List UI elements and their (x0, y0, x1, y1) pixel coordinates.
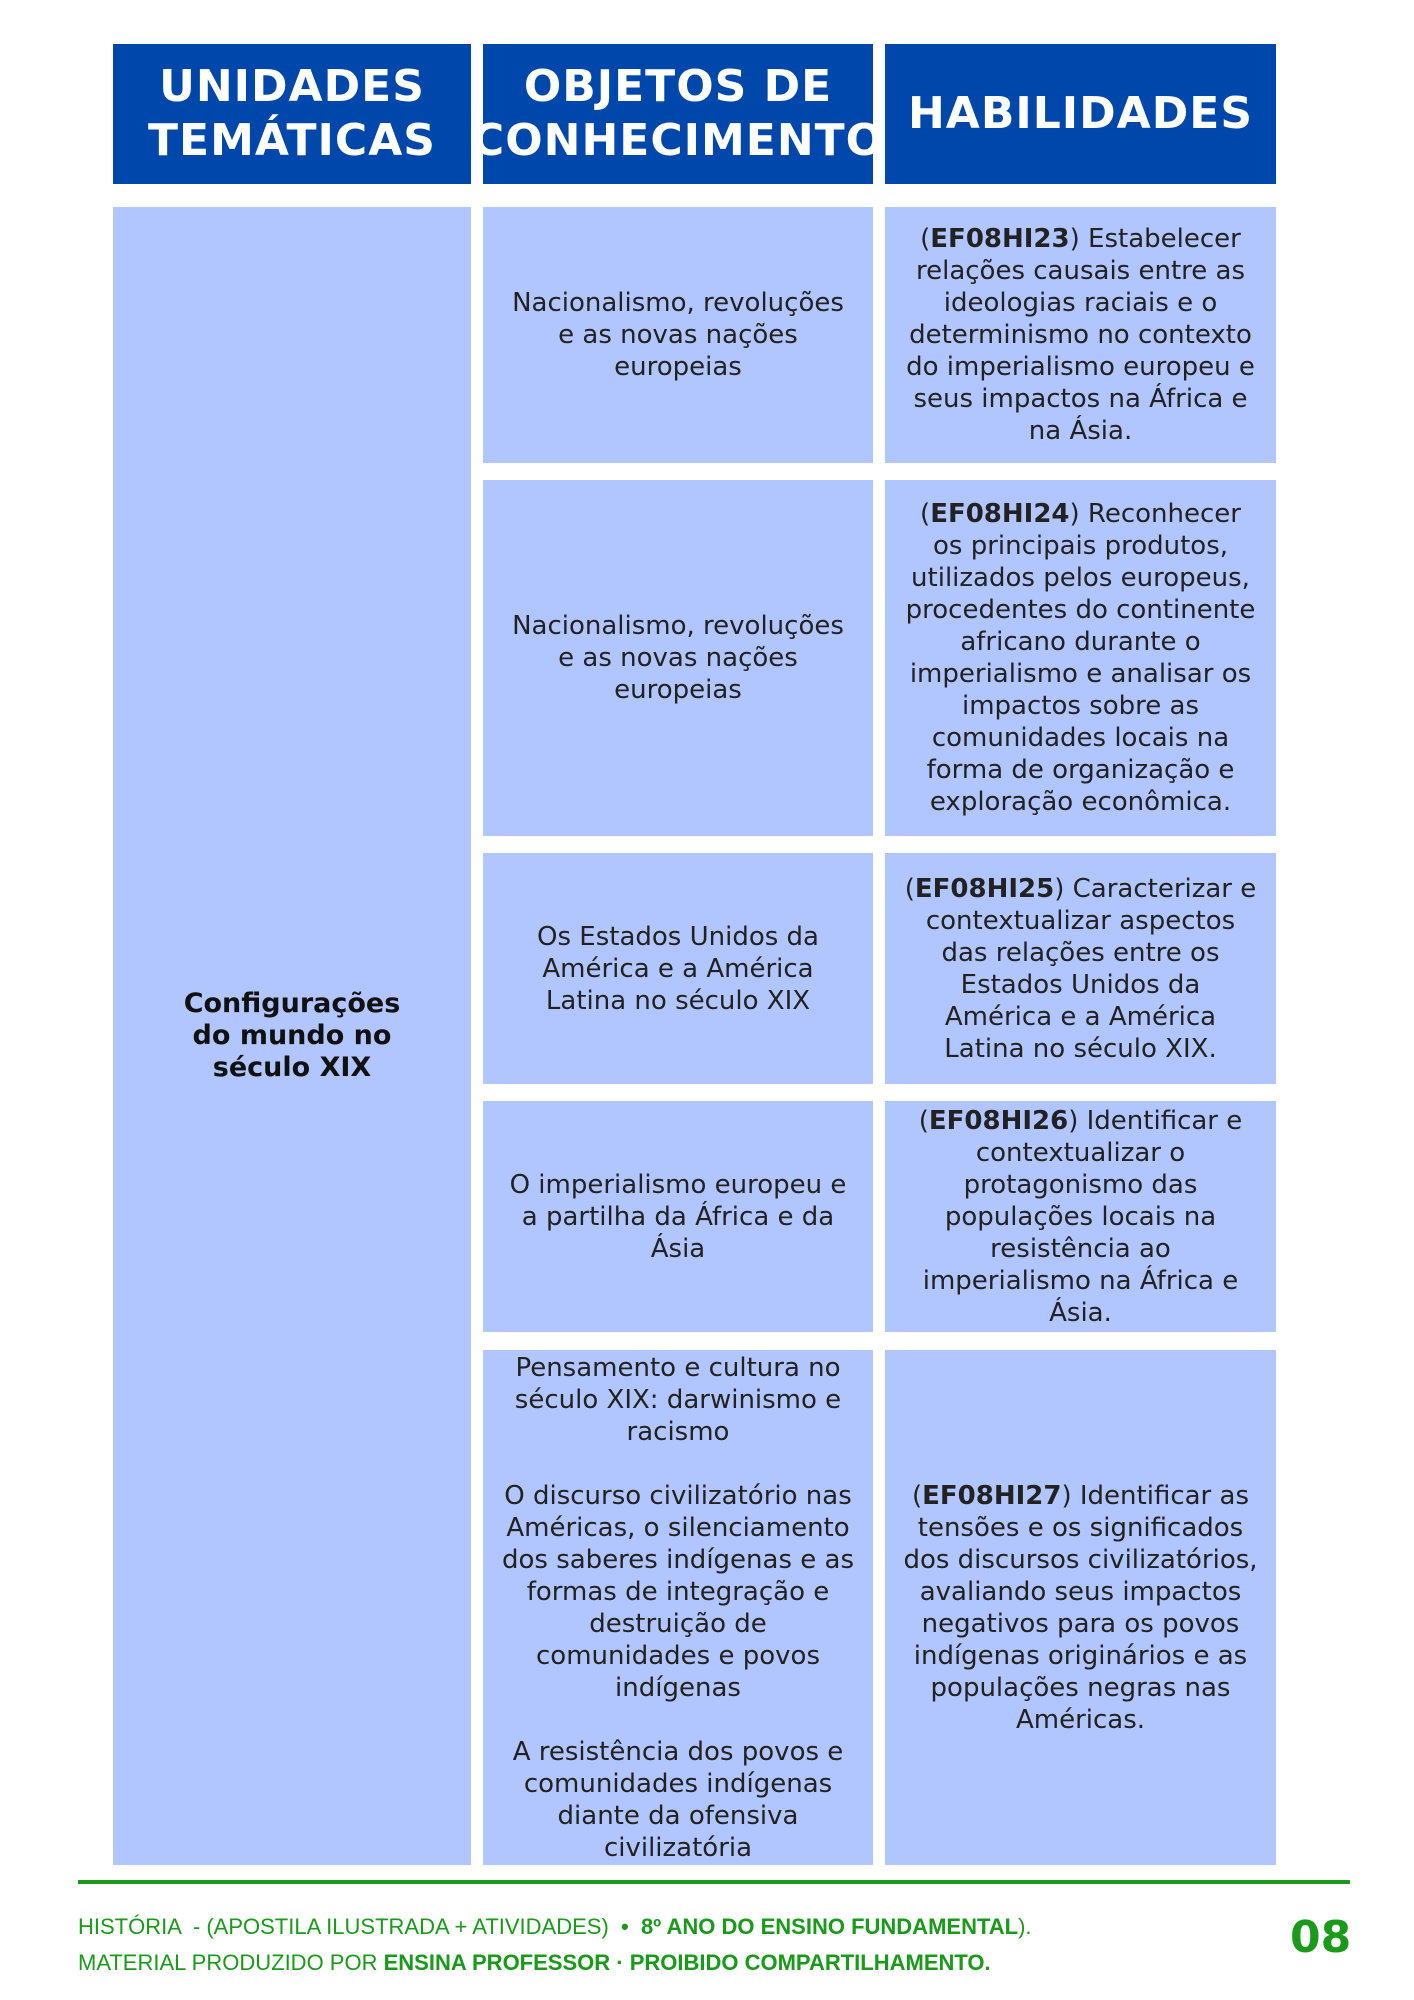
skill-text: (EF08HI23) Estabelecer relações causais entre as ideologias raciais e o determinismo no contexto do imperialismo europeu e seus impactos na África e na Ásia. (906, 224, 1255, 446)
skill-cell-4 (885, 1101, 1276, 1332)
object-text: O imperialismo europeu e a partilha da África e da Ásia (509, 1169, 847, 1264)
skill-description: Caracterizar e contextualizar aspectos das relações entre os Estados Unidos da América e a América Latina no século XIX. (925, 873, 1257, 1064)
object-text: A resistência dos povos e comunidades indígenas diante da ofensiva civilizatória (512, 1736, 844, 1863)
object-text: Os Estados Unidos da América e a América Latina no século XIX (537, 921, 819, 1016)
footer-end: ). (1018, 1914, 1032, 1939)
object-text: Nacionalismo, revoluções e as novas nações europeias (512, 611, 844, 705)
footer-brand: ENSINA PROFESSOR · PROIBIDO COMPARTILHAMENTO. (383, 1950, 991, 1975)
skill-description: Identificar as tensões e os significados dos discursos civilizatórios, avaliando seus impactos negativos para os povos indígenas originários e as populações negras nas Américas. (903, 1480, 1258, 1735)
skill-description: Estabelecer relações causais entre as ideologias raciais e o determinismo no contexto do imperialismo europeu e seus impactos na África e na Ásia. (906, 224, 1255, 446)
skill-code: EF08HI26 (928, 1105, 1069, 1136)
skill-text: (EF08HI24) Reconhecer os principais produtos, utilizados pelos europeus, procedentes do continente africano durante o imperialismo e analisar os impactos sobre as comunidades locais na forma de organização e exploração econômica. (905, 499, 1256, 817)
skill-code: EF08HI24 (930, 499, 1070, 529)
header-unidades-tematicas (113, 44, 471, 184)
skill-code: EF08HI25 (914, 873, 1055, 904)
footer-divider (78, 1880, 1350, 1884)
object-cell-2 (483, 480, 873, 836)
header-line: TEMÁTICAS (148, 115, 436, 166)
footer-producer: MATERIAL PRODUZIDO POR (78, 1950, 384, 1975)
object-cell-1 (483, 207, 873, 463)
skill-text: (EF08HI25) Caracterizar e contextualizar aspectos das relações entre os Estados Unidos da América e a América Latina no século XIX. (904, 873, 1257, 1064)
object-cell-3 (483, 853, 873, 1084)
header-line: HABILIDADES (907, 88, 1254, 139)
page-number: 08 (1290, 1912, 1352, 1963)
skill-text: (EF08HI26) Identificar e contextualizar o protagonismo das populações locais na resistência ao imperialismo na África e Ásia. (918, 1105, 1243, 1328)
footer-bullet: • (621, 1914, 629, 1939)
skill-code: EF08HI23 (930, 224, 1070, 254)
skill-cell-5 (885, 1350, 1276, 1865)
skill-cell-2 (885, 480, 1276, 836)
footer-subject: HISTÓRIA - (APOSTILA ILUSTRADA + ATIVIDADES) (78, 1914, 622, 1939)
skill-cell-1 (885, 207, 1276, 463)
footer-line-2 (78, 1950, 991, 1976)
header-objetos-de-conhecimento (471, 44, 885, 184)
object-text: Nacionalismo, revoluções e as novas nações europeias (512, 288, 844, 382)
skill-description: Reconhecer os principais produtos, utilizados pelos europeus, procedentes do continente africano durante o imperialismo e analisar os impactos sobre as comunidades locais na forma de organização e exploração econômica. (905, 499, 1256, 817)
skill-text: (EF08HI27) Identificar as tensões e os significados dos discursos civilizatórios, avaliando seus impactos negativos para os povos indígenas originários e as populações negras nas Américas. (903, 1480, 1258, 1735)
object-text: Pensamento e cultura no século XIX: darwinismo e racismo (514, 1352, 842, 1447)
footer-line-1 (78, 1914, 1032, 1940)
header-habilidades (885, 44, 1276, 184)
theme-text: Configurações do mundo no século XIX (183, 988, 401, 1083)
theme-cell (113, 207, 471, 1865)
object-cell-4 (483, 1101, 873, 1332)
skill-code: EF08HI27 (922, 1480, 1062, 1511)
skill-cell-3 (885, 853, 1276, 1084)
header-line: UNIDADES (159, 61, 425, 112)
footer-grade: 8º ANO DO ENSINO FUNDAMENTAL (628, 1914, 1019, 1939)
header-line: CONHECIMENTO (471, 115, 885, 166)
object-text: O discurso civilizatório nas Américas, o silenciamento dos saberes indígenas e as formas de integração e destruição de comunidades e povos indígenas (501, 1480, 854, 1703)
skill-description: Identificar e contextualizar o protagonismo das populações locais na resistência ao imperialismo na África e Ásia. (922, 1105, 1243, 1328)
object-cell-5 (483, 1350, 873, 1865)
header-line: OBJETOS DE (523, 61, 833, 112)
